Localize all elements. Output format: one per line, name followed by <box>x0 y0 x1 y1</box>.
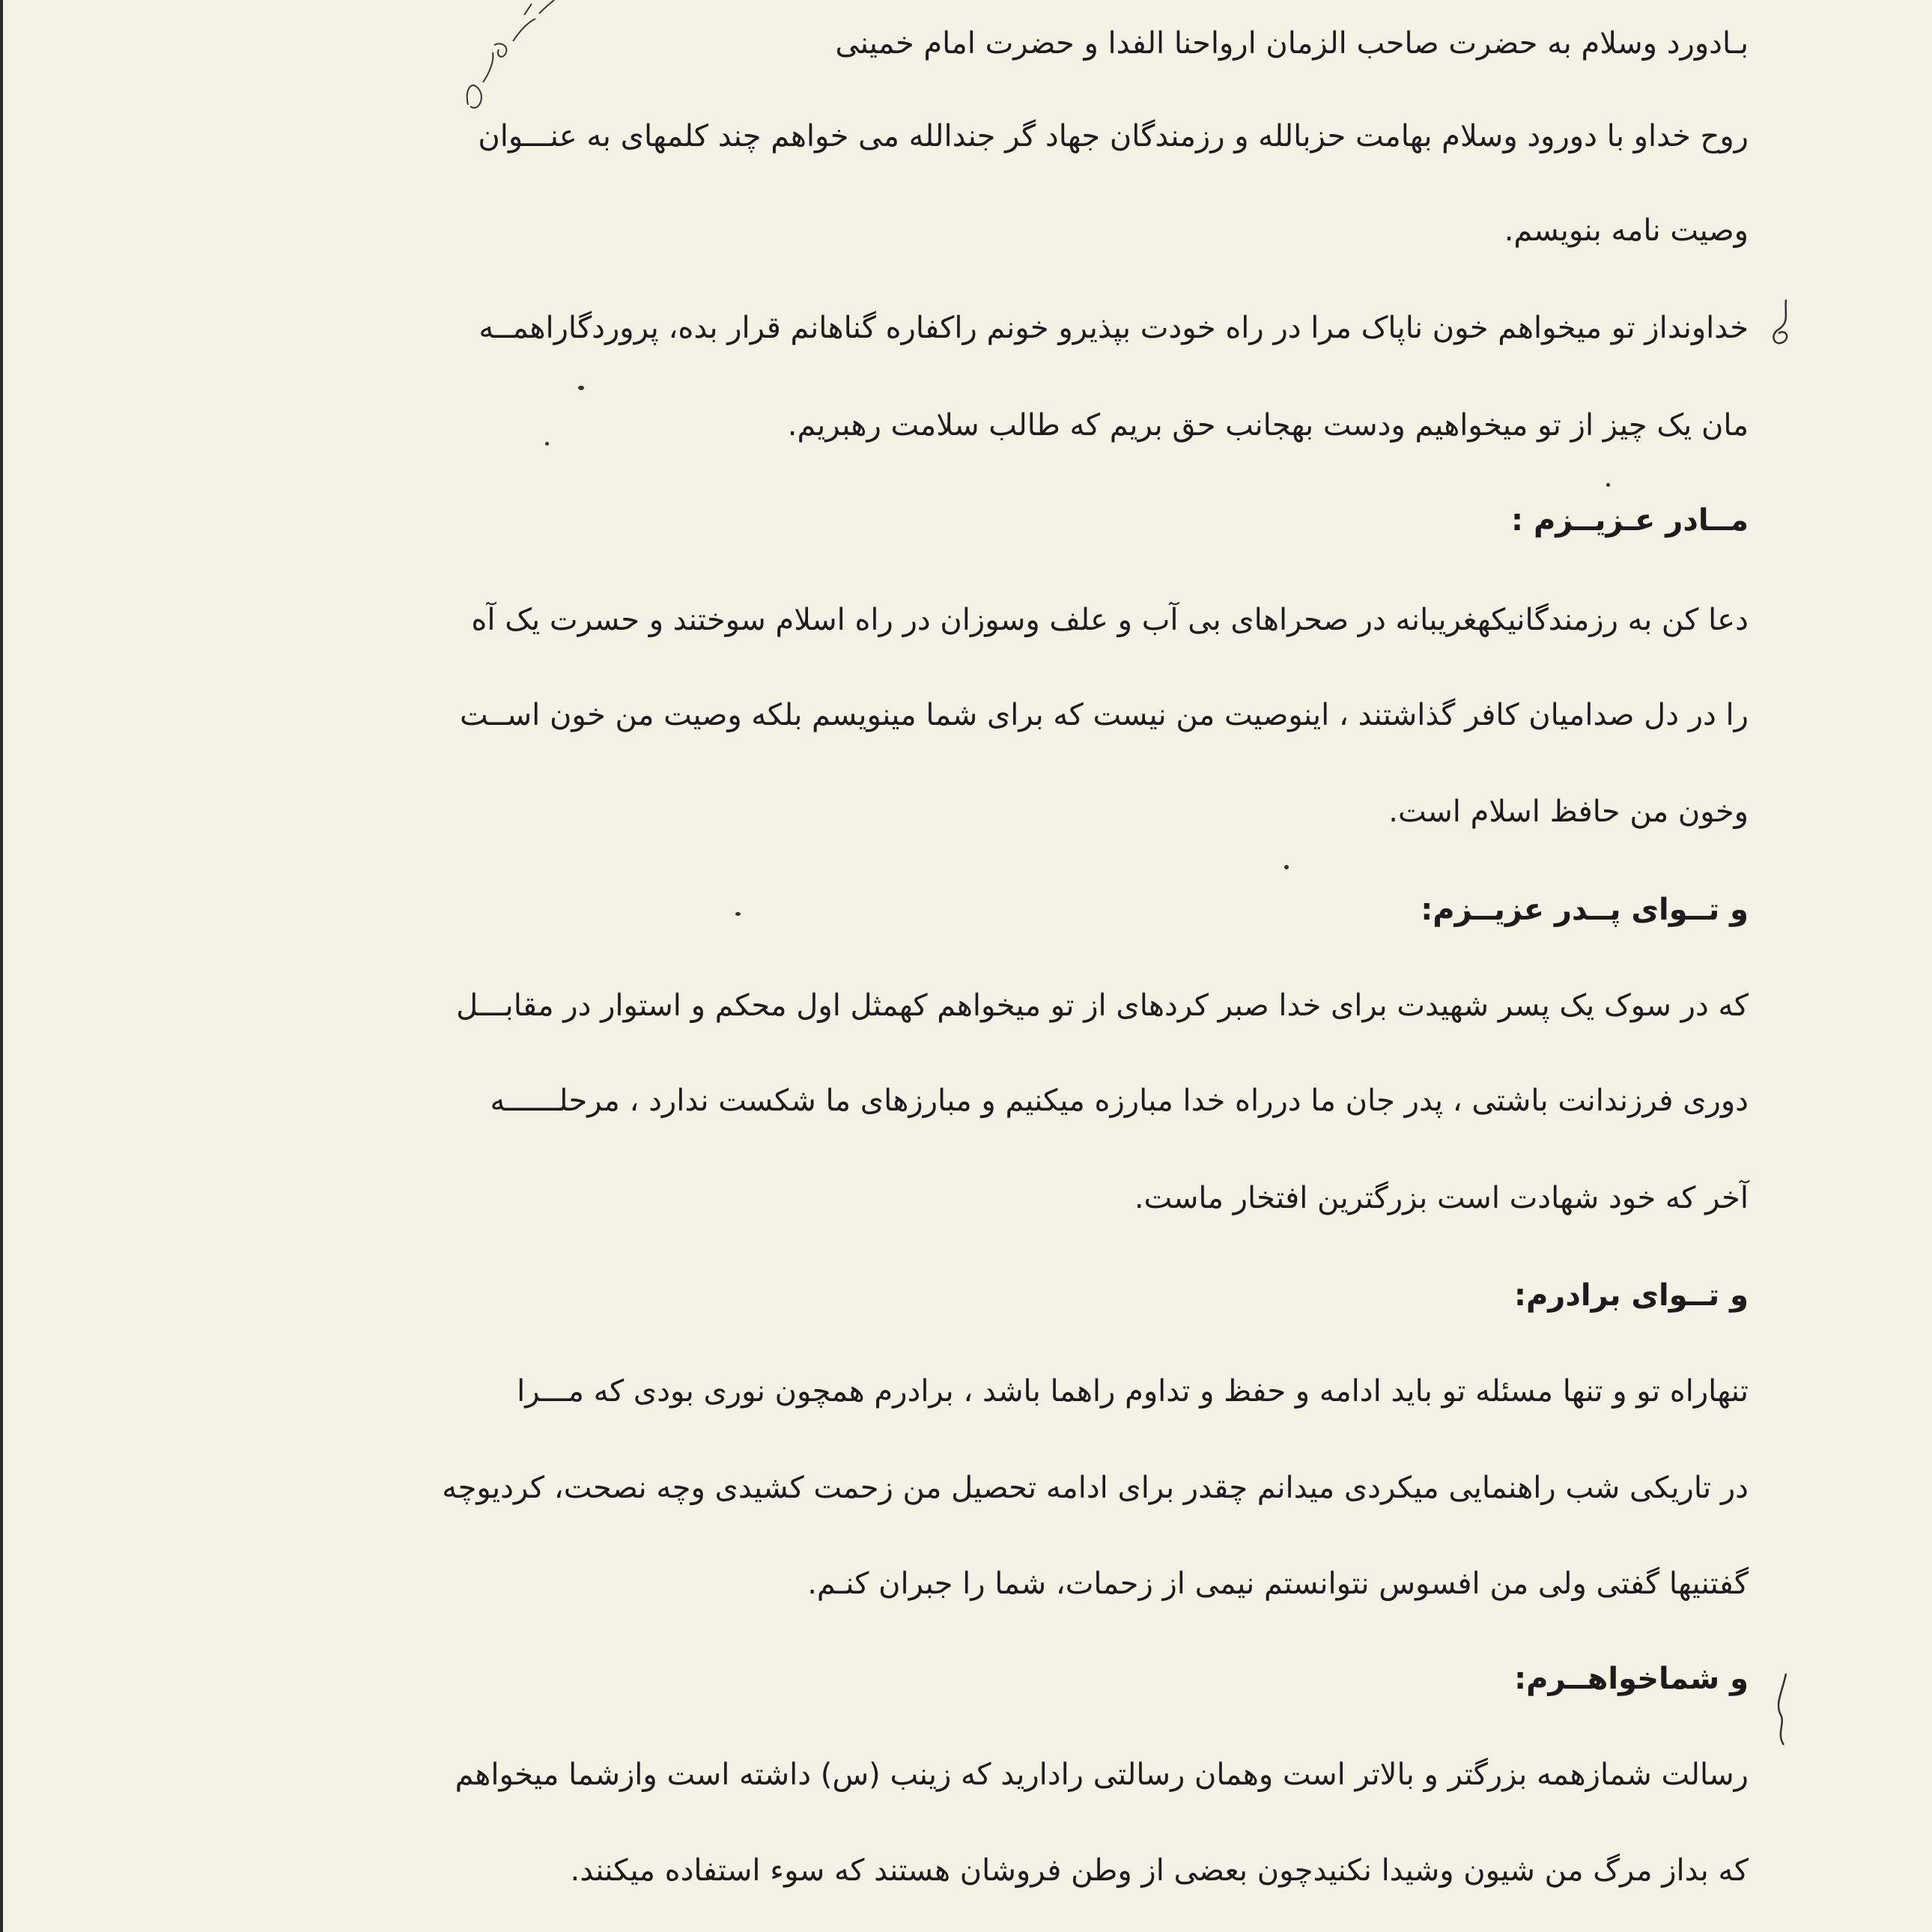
text-line: گفتنیها گفتی ولی من افسوس نتوانستم نیمی از زحمات، شما را جبران کنـم. <box>807 1567 1749 1601</box>
text-line: که در سوک یک پسر شهیدت برای خدا صبر کردهای از تو میخواهم کهمثل اول محکم و استوار در مقابـــل <box>456 988 1749 1023</box>
margin-mark-2 <box>1767 1670 1805 1752</box>
section-heading: و تــوای پــدر عزیــزم: <box>1421 893 1749 927</box>
text-line: خداونداز تو میخواهم خون ناپاک مرا در راه خودت بپذیرو خونم راکفاره گناهانم قرار بده، پروردگاراهمــه <box>479 311 1749 345</box>
text-line: روح خداو با دورود وسلام بهامت حزبالله و رزمندگان جهاد گر جندالله می خواهم چند کلمهای به عنـــوان <box>478 119 1749 154</box>
text-line: آخر که خود شهادت است بزرگترین افتخار ماست. <box>1134 1181 1749 1215</box>
handwritten-annotation-top <box>449 0 569 127</box>
section-heading: مــادر عـزیــزم : <box>1511 503 1749 538</box>
text-line: وصیت نامه بنویسم. <box>1504 213 1749 248</box>
speck <box>1606 483 1610 487</box>
speck <box>545 442 549 446</box>
speck <box>578 386 584 390</box>
text-line: بـادورد وسلام به حضرت صاحب الزمان ارواحنا الفدا و حضرت امام خمینی <box>835 26 1749 61</box>
speck <box>735 912 741 916</box>
text-line: در تاریکی شب راهنمایی میکردی میدانم چقدر برای ادامه تحصیل من زحمت کشیدی وچه نصحت، کردیوچه <box>442 1471 1749 1505</box>
text-line: را در دل صدامیان کافر گذاشتند ، اینوصیت من نیست که برای شما مینویسم بلکه وصیت من خون اســت <box>459 698 1749 732</box>
text-line: دوری فرزندانت باشتی ، پدر جان ما درراه خدا مبارزه میکنیم و مبارزهای ما شکست ندارد ، مرحلــــــه <box>490 1084 1749 1118</box>
margin-mark-1 <box>1764 296 1808 363</box>
text-line: رسالت شمازهمه بزرگتر و بالاتر است وهمان رسالتی رادارید که زینب (س) داشته است وازشما میخواهم <box>455 1758 1749 1792</box>
page-left-edge <box>0 0 3 1932</box>
text-line: تنهاراه تو و تنها مسئله تو باید ادامه و حفظ و تداوم راهما باشد ، برادرم همچون نوری بودی که مـــرا <box>517 1374 1749 1409</box>
text-line: وخون من حافظ اسلام است. <box>1388 795 1749 829</box>
section-heading: و تــوای برادرم: <box>1513 1278 1749 1313</box>
text-line: مان یک چیز از تو میخواهیم ودست بهجانب حق بریم که طالب سلامت رهبریم. <box>787 408 1749 443</box>
speck <box>1284 865 1289 869</box>
section-heading: و شماخواهــرم: <box>1514 1662 1749 1696</box>
text-line: دعا کن به رزمندگانیکهغریبانه در صحراهای بی آب و علف وسوزان در راه اسلام سوختند و حسرت یک آه <box>471 603 1749 637</box>
text-line: که بداز مرگ من شیون وشیدا نکنیدچون بعضی از وطن فروشان هستند که سوء استفاده میکنند. <box>570 1853 1749 1888</box>
